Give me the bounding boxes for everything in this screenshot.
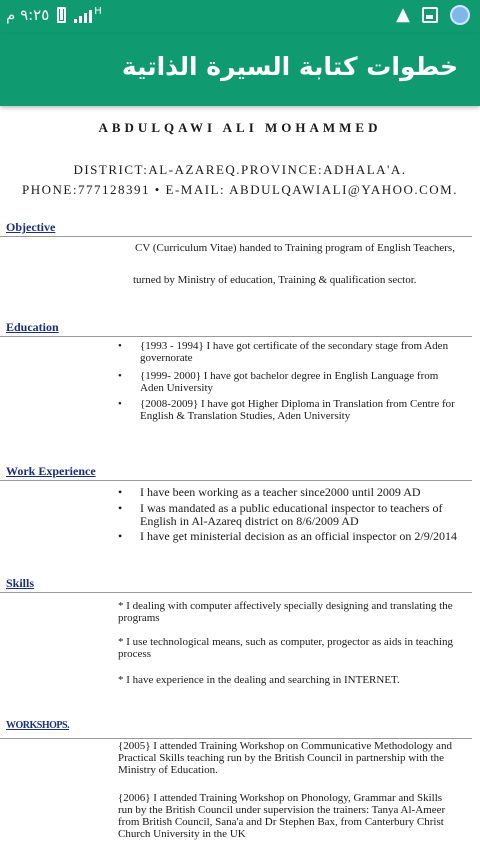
skills-divider — [0, 592, 472, 593]
objective-line-2: turned by Ministry of education, Training & qualification sector. — [133, 274, 417, 286]
skills-item: * I use technological means, such as computer, progector as aids in teaching process — [118, 636, 453, 660]
battery-icon — [57, 7, 66, 23]
objective-line-1: CV (Curriculum Vitae) handed to Training program of English Teachers, — [135, 242, 455, 254]
skills-heading: Skills — [6, 576, 35, 590]
work-experience-heading: Work Experience — [6, 464, 96, 478]
objective-heading: Objective — [6, 220, 56, 234]
bullet-icon: • — [118, 370, 122, 382]
skills-item: * I dealing with computer affectively specially designing and translating the programs — [118, 600, 453, 624]
app-notification-icon — [450, 5, 470, 25]
workshops-item: {2005} I attended Training Workshop on Communicative Methodology and Practical Skills teaching run by the British Council in partnership with the Ministry of Education. — [118, 740, 452, 776]
workshops-heading: WORKSHOPS. — [6, 720, 70, 731]
work-item: • I was mandated as a public educational inspector to teachers of English in Al-Azareq district on 8/6/2009 AD — [118, 501, 443, 528]
work-item: • I have been working as a teacher since2000 until 2009 AD — [118, 485, 421, 499]
workshops-item: {2006} I attended Training Workshop on Phonology, Grammar and Skills run by the British Council under supervision the trainers: Tanya Al-Ameer from British Council, Sana'a and Dr Stephen Bax, from Canterbury Christ Church University in the UK — [118, 792, 446, 840]
network-type-label: H — [94, 6, 102, 17]
cv-address: DISTRICT:AL-AZAREQ.PROVINCE:ADHALA'A. — [73, 162, 407, 177]
status-bar-right — [396, 5, 470, 25]
education-item: • {1999- 2000} I have got bachelor degree in English Language from Aden University — [118, 370, 439, 394]
bullet-icon: • — [118, 340, 122, 352]
warning-icon: ▲ — [396, 4, 410, 25]
cv-document[interactable] — [0, 106, 480, 854]
education-heading: Education — [6, 320, 59, 334]
bullet-icon: • — [118, 529, 123, 543]
page-title: خطوات كتابة السيرة الذاتية — [121, 52, 458, 81]
app-bar — [0, 34, 480, 106]
image-notification-icon — [422, 7, 438, 23]
signal-icon — [74, 7, 92, 23]
status-bar — [0, 0, 480, 34]
clock: ٩:٢٥ م — [6, 6, 50, 24]
status-bar-left — [6, 6, 102, 24]
cv-name: ABDULQAWI ALI MOHAMMED — [98, 120, 382, 135]
bullet-icon: • — [118, 485, 123, 499]
education-divider — [0, 336, 472, 337]
skills-item: * I have experience in the dealing and searching in INTERNET. — [118, 674, 400, 686]
bullet-icon: • — [118, 501, 123, 515]
education-item: • {1993 - 1994} I have got certificate of the secondary stage from Aden governorate — [118, 340, 449, 364]
objective-divider — [0, 236, 472, 237]
workshops-divider — [0, 738, 472, 739]
bullet-icon: • — [118, 398, 122, 410]
work-item: • I have get ministerial decision as an official inspector on 2/9/2014 — [118, 529, 458, 543]
cv-contact: PHONE:777128391 • E-MAIL: ABDULQAWIALI@YAHOO.COM. — [22, 182, 458, 197]
education-item: • {2008-2009} I have got Higher Diploma in Translation from Centre for English & Translation Studies, Aden University — [118, 398, 455, 422]
work-experience-divider — [0, 480, 472, 481]
